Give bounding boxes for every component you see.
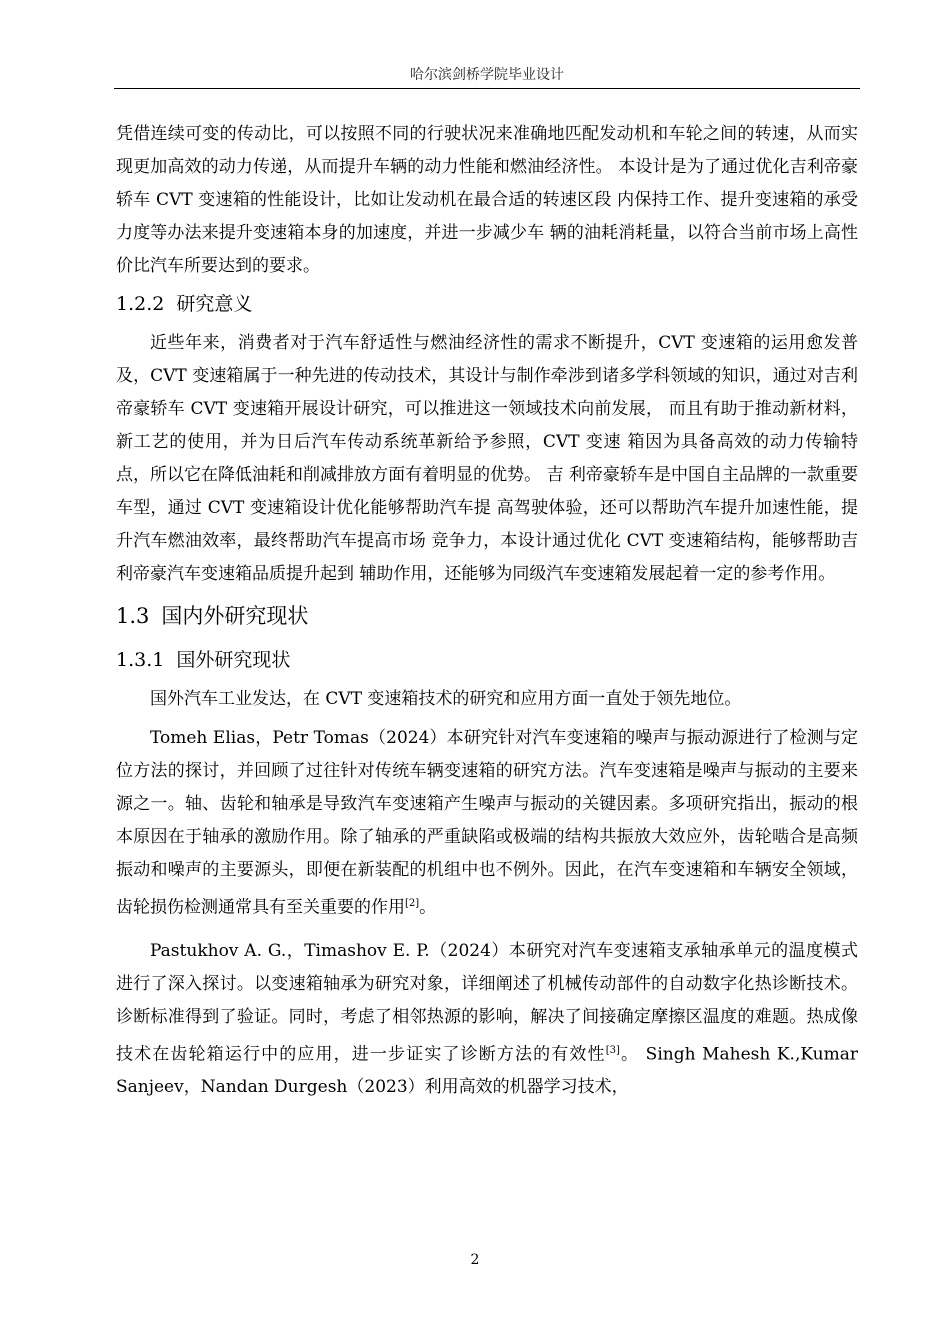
section-number: 1.3 [116, 604, 150, 628]
paragraph-significance: 近些年来，消费者对于汽车舒适性与燃油经济性的需求不断提升，CVT 变速箱的运用愈发普及，CVT 变速箱属于一种先进的传动技术，其设计与制作牵涉到诸多学科领域的知识，通过对吉利帝豪轿车 CVT 变速箱开展设计研究，可以推进这一领域技术向前发展， 而且有助于推动新材料，新工艺的使用，并为日后汽车传动系统革新给予参照，CVT 变速 箱因为具备高效的动力传输特点，所以它在降低油耗和削减排放方面有着明显的优势。 吉 利帝豪轿车是中国自主品牌的一款重要车型，通过 CVT 变速箱设计优化能够帮助汽车提 高驾驶体验，还可以帮助汽车提升加速性能，提升汽车燃油效率，最终帮助汽车提高市场 竞争力，本设计通过优化 CVT 变速箱结构，能够帮助吉利帝豪汽车变速箱品质提升起到 辅助作用，还能够为同级汽车变速箱发展起着一定的参考作用。 [116, 333, 858, 584]
citation-ref: [3] [605, 1044, 620, 1056]
section-number: 1.3.1 [116, 649, 165, 671]
paragraph-intro-cont: 凭借连续可变的传动比，可以按照不同的行驶状况来准确地匹配发动机和车轮之间的转速，从而实现更加高效的动力传递，从而提升车辆的动力性能和燃油经济性。 本设计是为了通过优化吉利帝豪轿车 CVT 变速箱的性能设计，比如让发动机在最合适的转速区段 内保持工作、提升变速箱的承受力度等办法来提升变速箱本身的加速度，并进一步减少车 辆的油耗消耗量，以符合当前市场上高性价比汽车所要达到的要求。 [116, 124, 858, 276]
section-title: 研究意义 [176, 293, 253, 315]
section-title: 国外研究现状 [176, 649, 291, 671]
section-heading-1-2-2 [116, 287, 858, 321]
section-title: 国内外研究现状 [161, 604, 309, 628]
section-heading-1-3-1 [116, 643, 858, 677]
page-number: 2 [470, 1252, 480, 1268]
paragraph-end: 。 [419, 897, 437, 918]
section-number: 1.2.2 [116, 293, 165, 315]
page-body [116, 118, 858, 1104]
paragraph-pastukhov [116, 935, 858, 1105]
paragraph-foreign-intro: 国外汽车工业发达，在 CVT 变速箱技术的研究和应用方面一直处于领先地位。 [150, 689, 742, 709]
paragraph-text: Pastukhov A. G.，Timashov E. P.（2024）本研究对汽车变速箱支承轴承单元的温度模式进行了深入探讨。以变速箱轴承为研究对象，详细阐述了机械传动部件的自动数字化热诊断技术。诊断标准得到了验证。同时，考虑了相邻热源的影响，解决了间接确定摩擦区温度的难题。热成像技术在齿轮箱运行中的应用，进一步证实了诊断方法的有效性 [116, 940, 858, 1065]
section-heading-1-3 [116, 597, 858, 635]
paragraph-text: Tomeh Elias，Petr Tomas（2024）本研究针对汽车变速箱的噪声与振动源进行了检测与定位方法的探讨，并回顾了过往针对传统车辆变速箱的研究方法。汽车变速箱是噪声与振动的主要来源之一。轴、齿轮和轴承是导致汽车变速箱产生噪声与振动的关键因素。多项研究指出，振动的根本原因在于轴承的激励作用。除了轴承的严重缺陷或极端的结构共振放大效应外，齿轮啮合是高频振动和噪声的主要源头，即便在新装配的机组中也不例外。因此，在汽车变速箱和车辆安全领域，齿轮损伤检测通常具有至关重要的作用 [116, 728, 858, 918]
paragraph-tomeh [116, 722, 858, 925]
page-header: 哈尔滨剑桥学院毕业设计 [410, 67, 564, 83]
citation-ref: [2] [405, 898, 420, 909]
paragraph-end: 。 Singh Mahesh K.,Kumar Sanjeev，Nandan Durgesh（2023）利用高效的机器学习技术， [116, 1044, 859, 1098]
header-rule [114, 88, 860, 89]
